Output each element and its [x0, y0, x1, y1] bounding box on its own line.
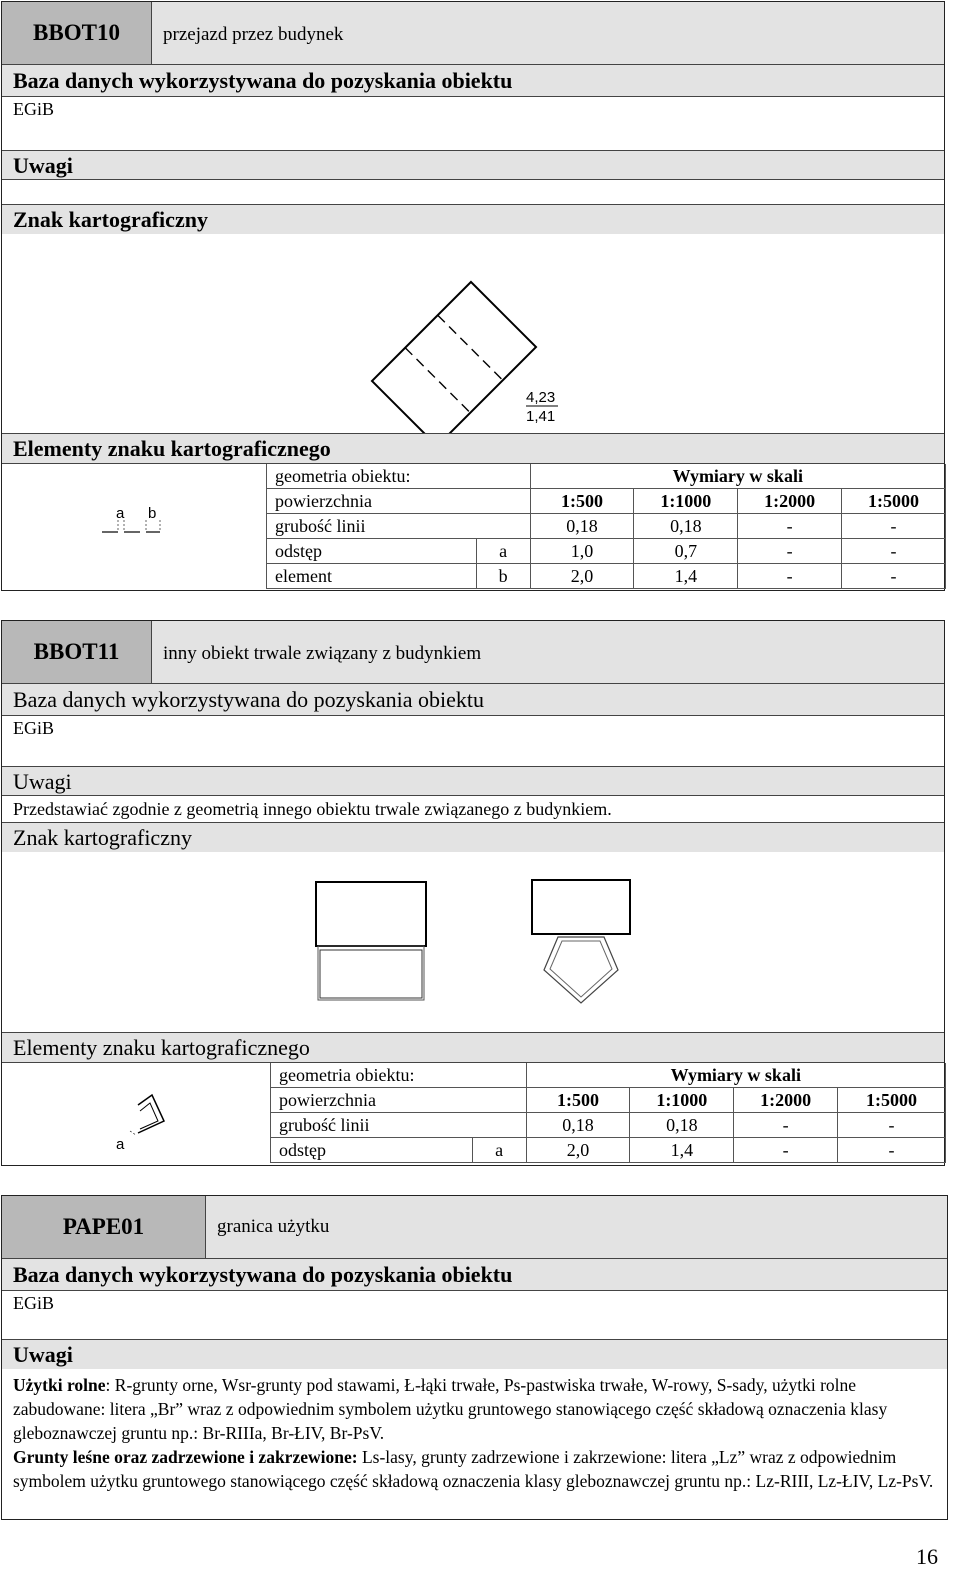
cell-value: 1,0: [530, 539, 634, 564]
geometry-value: powierzchnia: [267, 489, 531, 514]
scale-header: 1:5000: [838, 1088, 946, 1113]
cell-value: 0,18: [630, 1113, 734, 1138]
building-passage-symbol: [2, 234, 944, 433]
entry-code: PAPE01: [2, 1196, 206, 1258]
cell-value: 0,18: [634, 514, 738, 539]
symbol-area: [2, 234, 944, 434]
entry-pape01: [1, 1195, 948, 1520]
row-key: a: [476, 539, 530, 564]
elements-heading: Elementy znaku kartograficznego: [2, 434, 944, 464]
scale-header: 1:1000: [630, 1088, 734, 1113]
cell-value: -: [842, 564, 946, 589]
cell-value: -: [842, 514, 946, 539]
entry-header: [2, 2, 944, 65]
remarks-forest: [13, 1445, 936, 1493]
element-legend-icon: [2, 1063, 270, 1163]
row-label: odstęp: [271, 1138, 473, 1163]
cell-value: 2,0: [526, 1138, 630, 1163]
cell-value: -: [734, 1138, 838, 1163]
cell-value: 0,18: [530, 514, 634, 539]
entry-bbot11: [1, 620, 945, 1166]
element-legend-icon: [2, 464, 266, 590]
geometry-value: powierzchnia: [271, 1088, 527, 1113]
db-value: EGiB: [13, 1293, 55, 1313]
elements-row: [2, 1063, 944, 1163]
spacer: [2, 1315, 947, 1339]
cell-value: 1,4: [630, 1138, 734, 1163]
elements-heading: Elementy znaku kartograficznego: [2, 1033, 944, 1063]
entry-description: inny obiekt trwale związany z budynkiem: [152, 621, 944, 683]
entry-description: granica użytku: [206, 1196, 947, 1258]
cell-value: -: [734, 1113, 838, 1138]
notes-text: [2, 180, 944, 204]
cell-value: -: [842, 539, 946, 564]
entry-description: przejazd przez budynek: [152, 2, 944, 64]
notes-text: Przedstawiać zgodnie z geometrią innego obiektu trwale związanego z budynkiem.: [13, 799, 612, 819]
cell-value: 0,7: [634, 539, 738, 564]
scale-header: 1:5000: [842, 489, 946, 514]
dims-heading: Wymiary w skali: [526, 1063, 945, 1088]
legend-label-a: a: [116, 505, 125, 522]
spacer: [2, 121, 944, 150]
row-key: a: [472, 1138, 526, 1163]
cell-value: -: [738, 539, 842, 564]
scale-header: 1:500: [530, 489, 634, 514]
table-row: [267, 514, 946, 539]
scale-header: 1:1000: [634, 489, 738, 514]
symbol-heading: Znak kartograficzny: [2, 822, 944, 852]
symbol-heading: Znak kartograficzny: [2, 204, 944, 234]
dim-bottom: 1,41: [526, 408, 556, 425]
table-row: [271, 1113, 946, 1138]
cell-value: -: [838, 1138, 946, 1163]
entry-header: [2, 621, 944, 684]
page-number: 16: [916, 1544, 938, 1569]
db-heading: Baza danych wykorzystywana do pozyskania obiektu: [2, 65, 944, 97]
db-heading: Baza danych wykorzystywana do pozyskania obiektu: [2, 1259, 947, 1291]
db-heading: Baza danych wykorzystywana do pozyskania obiektu: [2, 684, 944, 716]
spacer: [2, 740, 944, 766]
scale-header: 1:2000: [738, 489, 842, 514]
db-value: EGiB: [13, 99, 55, 119]
dims-heading: Wymiary w skali: [530, 464, 945, 489]
notes-heading: Uwagi: [2, 1339, 947, 1369]
table-row: [267, 539, 946, 564]
dimensions-table: [266, 464, 946, 589]
notes-heading: Uwagi: [2, 150, 944, 180]
table-row: [267, 564, 946, 589]
cell-value: -: [738, 514, 842, 539]
entry-header: [2, 1196, 947, 1259]
row-label: grubość linii: [271, 1113, 527, 1138]
cell-value: 1,4: [634, 564, 738, 589]
row-label: grubość linii: [267, 514, 531, 539]
remarks-forest-title: Grunty leśne oraz zadrzewione i zakrzewione:: [13, 1447, 358, 1467]
elements-row: [2, 464, 944, 590]
cell-value: 2,0: [530, 564, 634, 589]
geometry-label: geometria obiektu:: [267, 464, 531, 489]
scale-header: 1:500: [526, 1088, 630, 1113]
remarks-agricultural-title: Użytki rolne: [13, 1375, 106, 1395]
db-value: EGiB: [13, 718, 55, 738]
cell-value: -: [738, 564, 842, 589]
entry-code: BBOT11: [2, 621, 152, 683]
remarks-forest-body: Ls-lasy, grunty zadrzewione i zakrzewione: litera „Lz” wraz z odpowiednim symbolem użytku gruntowego stanowiącego część składową oznaczenia klasy gleboznawczej gruntu np.: Lz-RIII, Lz-ŁIV, Lz-PsV.: [13, 1447, 934, 1491]
remarks-agricultural-body: : R-grunty orne, Wsr-grunty pod stawami, Ł-łąki trwałe, Ps-pastwiska trwałe, W-rowy, S-sady, użytki rolne zabudowane: litera „Br” wraz z odpowiednim symbolem użytku gruntowego stanowiącego część składową oznaczenia klasy gleboznawczej gruntu np.: Br-RIIIa, Br-ŁIV, Br-PsV.: [13, 1375, 888, 1443]
cell-value: 0,18: [526, 1113, 630, 1138]
attached-object-symbols: [2, 852, 944, 1032]
legend-label-b: b: [148, 505, 157, 522]
scale-header: 1:2000: [734, 1088, 838, 1113]
table-row: [271, 1138, 946, 1163]
entry-bbot10: [1, 1, 945, 591]
row-label: odstęp: [267, 539, 477, 564]
entry-code: BBOT10: [2, 2, 152, 64]
remarks-agricultural: [13, 1373, 936, 1445]
legend-label-a: a: [116, 1136, 125, 1153]
remarks-text: [2, 1369, 947, 1497]
cell-value: -: [838, 1113, 946, 1138]
geometry-label: geometria obiektu:: [271, 1063, 527, 1088]
row-key: b: [476, 564, 530, 589]
symbol-area: [2, 852, 944, 1033]
row-label: element: [267, 564, 477, 589]
dim-top: 4,23: [526, 389, 556, 406]
notes-heading: Uwagi: [2, 766, 944, 796]
dimensions-table: [270, 1063, 946, 1163]
